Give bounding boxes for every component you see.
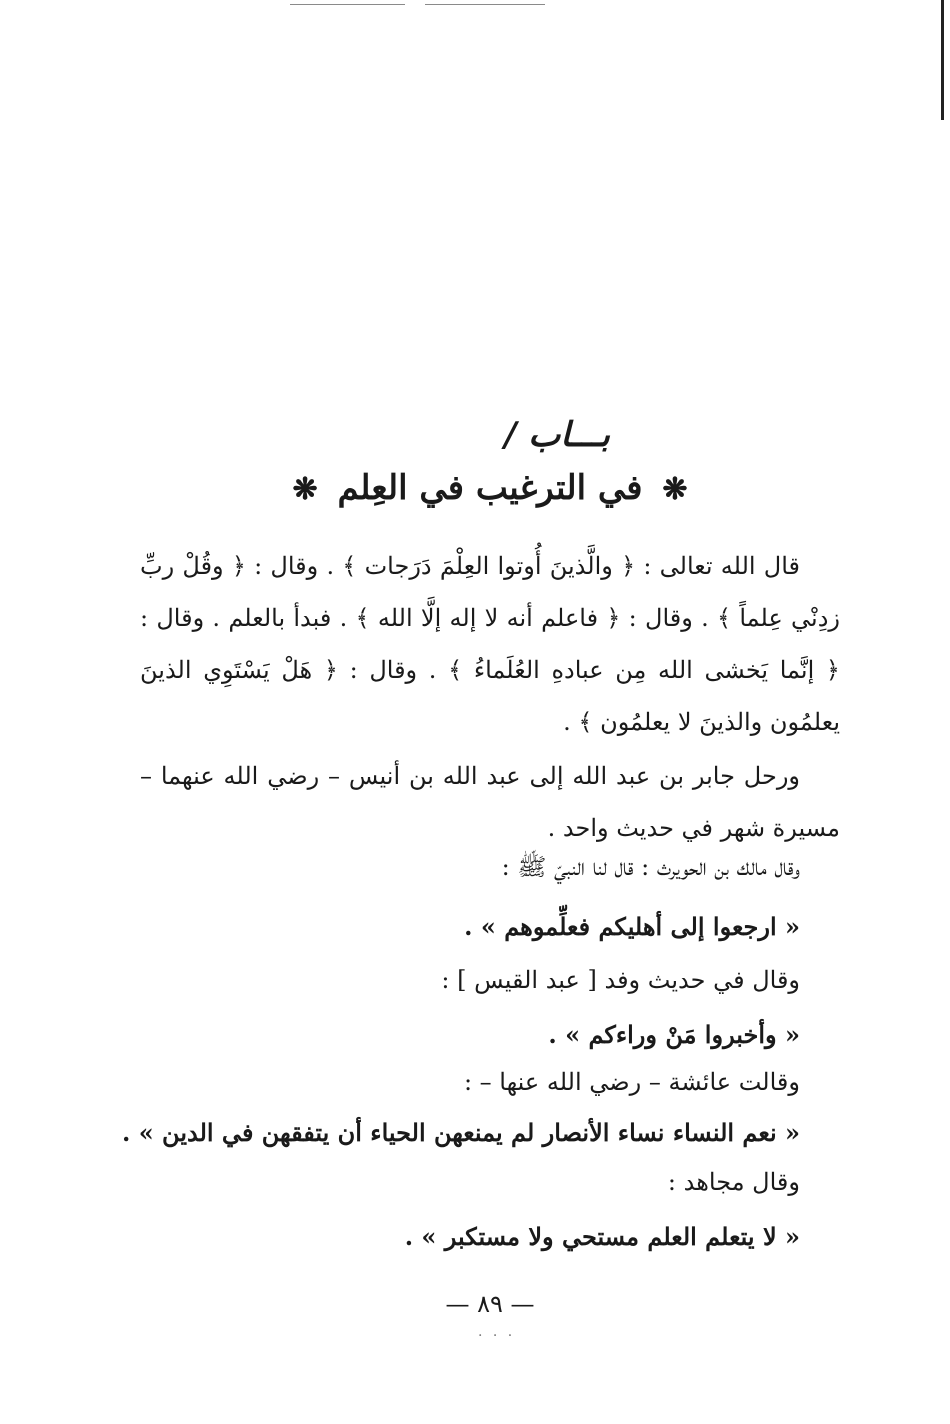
page-edge bbox=[941, 0, 944, 120]
narration-malik: وقال مالك بن الحويرث : قال لنا النبيّ ﷺ : bbox=[501, 853, 800, 881]
hadith-inform-others: « وأخبروا مَنْ وراءكم » . bbox=[548, 1020, 800, 1049]
hadith-ansar-women: « نعم النساء نساء الأنصار لم يمنعهن الحياء أن يتفقهن في الدين » . bbox=[121, 1118, 800, 1147]
jabir-paragraph: ورحل جابر بن عبد الله إلى عبد الله بن أنيس – رضي الله عنهما – مسيرة شهر في حديث واحد . bbox=[140, 762, 840, 842]
saying-mujahid: « لا يتعلم العلم مستحي ولا مستكبر » . bbox=[404, 1222, 800, 1251]
page-number: — ٨٩ — bbox=[445, 1290, 535, 1318]
chapter-title: بـــاب / bbox=[504, 415, 610, 455]
top-rule-right bbox=[425, 4, 545, 5]
scan-dots: · · · bbox=[478, 1328, 516, 1344]
hadith-return-teach: « ارجعوا إلى أهليكم فعلِّموهم » . bbox=[464, 912, 800, 941]
section-heading bbox=[140, 468, 840, 508]
section-heading-text: في الترغيب في العِلم bbox=[337, 468, 643, 508]
ornament-star-icon: ❋ bbox=[662, 472, 688, 507]
top-rule-left bbox=[290, 4, 405, 5]
quran-verses-paragraph: قال الله تعالى : ﴿ والَّذينَ أُوتوا العِلْمَ دَرَجات ﴾ . وقال : ﴿ وقُلْ ربِّ زدِنْي عِلماً ﴾ . وقال : ﴿ فاعلم أنه لا إله إلَّا الله ﴾ . فبدأ بالعلم . وقال : ﴿ إنَّما يَخشى الله مِن عبادهِ العُلَماءُ ﴾ . وقال : ﴿ هَلْ يَسْتَوِي الذينَ يعلمُون والذينَ لا يعلمُون ﴾ . bbox=[140, 552, 840, 736]
narration-aisha: وقالت عائشة – رضي الله عنها – : bbox=[463, 1068, 800, 1096]
ornament-star-icon: ❋ bbox=[292, 472, 318, 507]
narration-mujahid: وقال مجاهد : bbox=[667, 1168, 800, 1196]
narration-abdulqais: وقال في حديث وفد [ عبد القيس ] : bbox=[441, 966, 800, 994]
